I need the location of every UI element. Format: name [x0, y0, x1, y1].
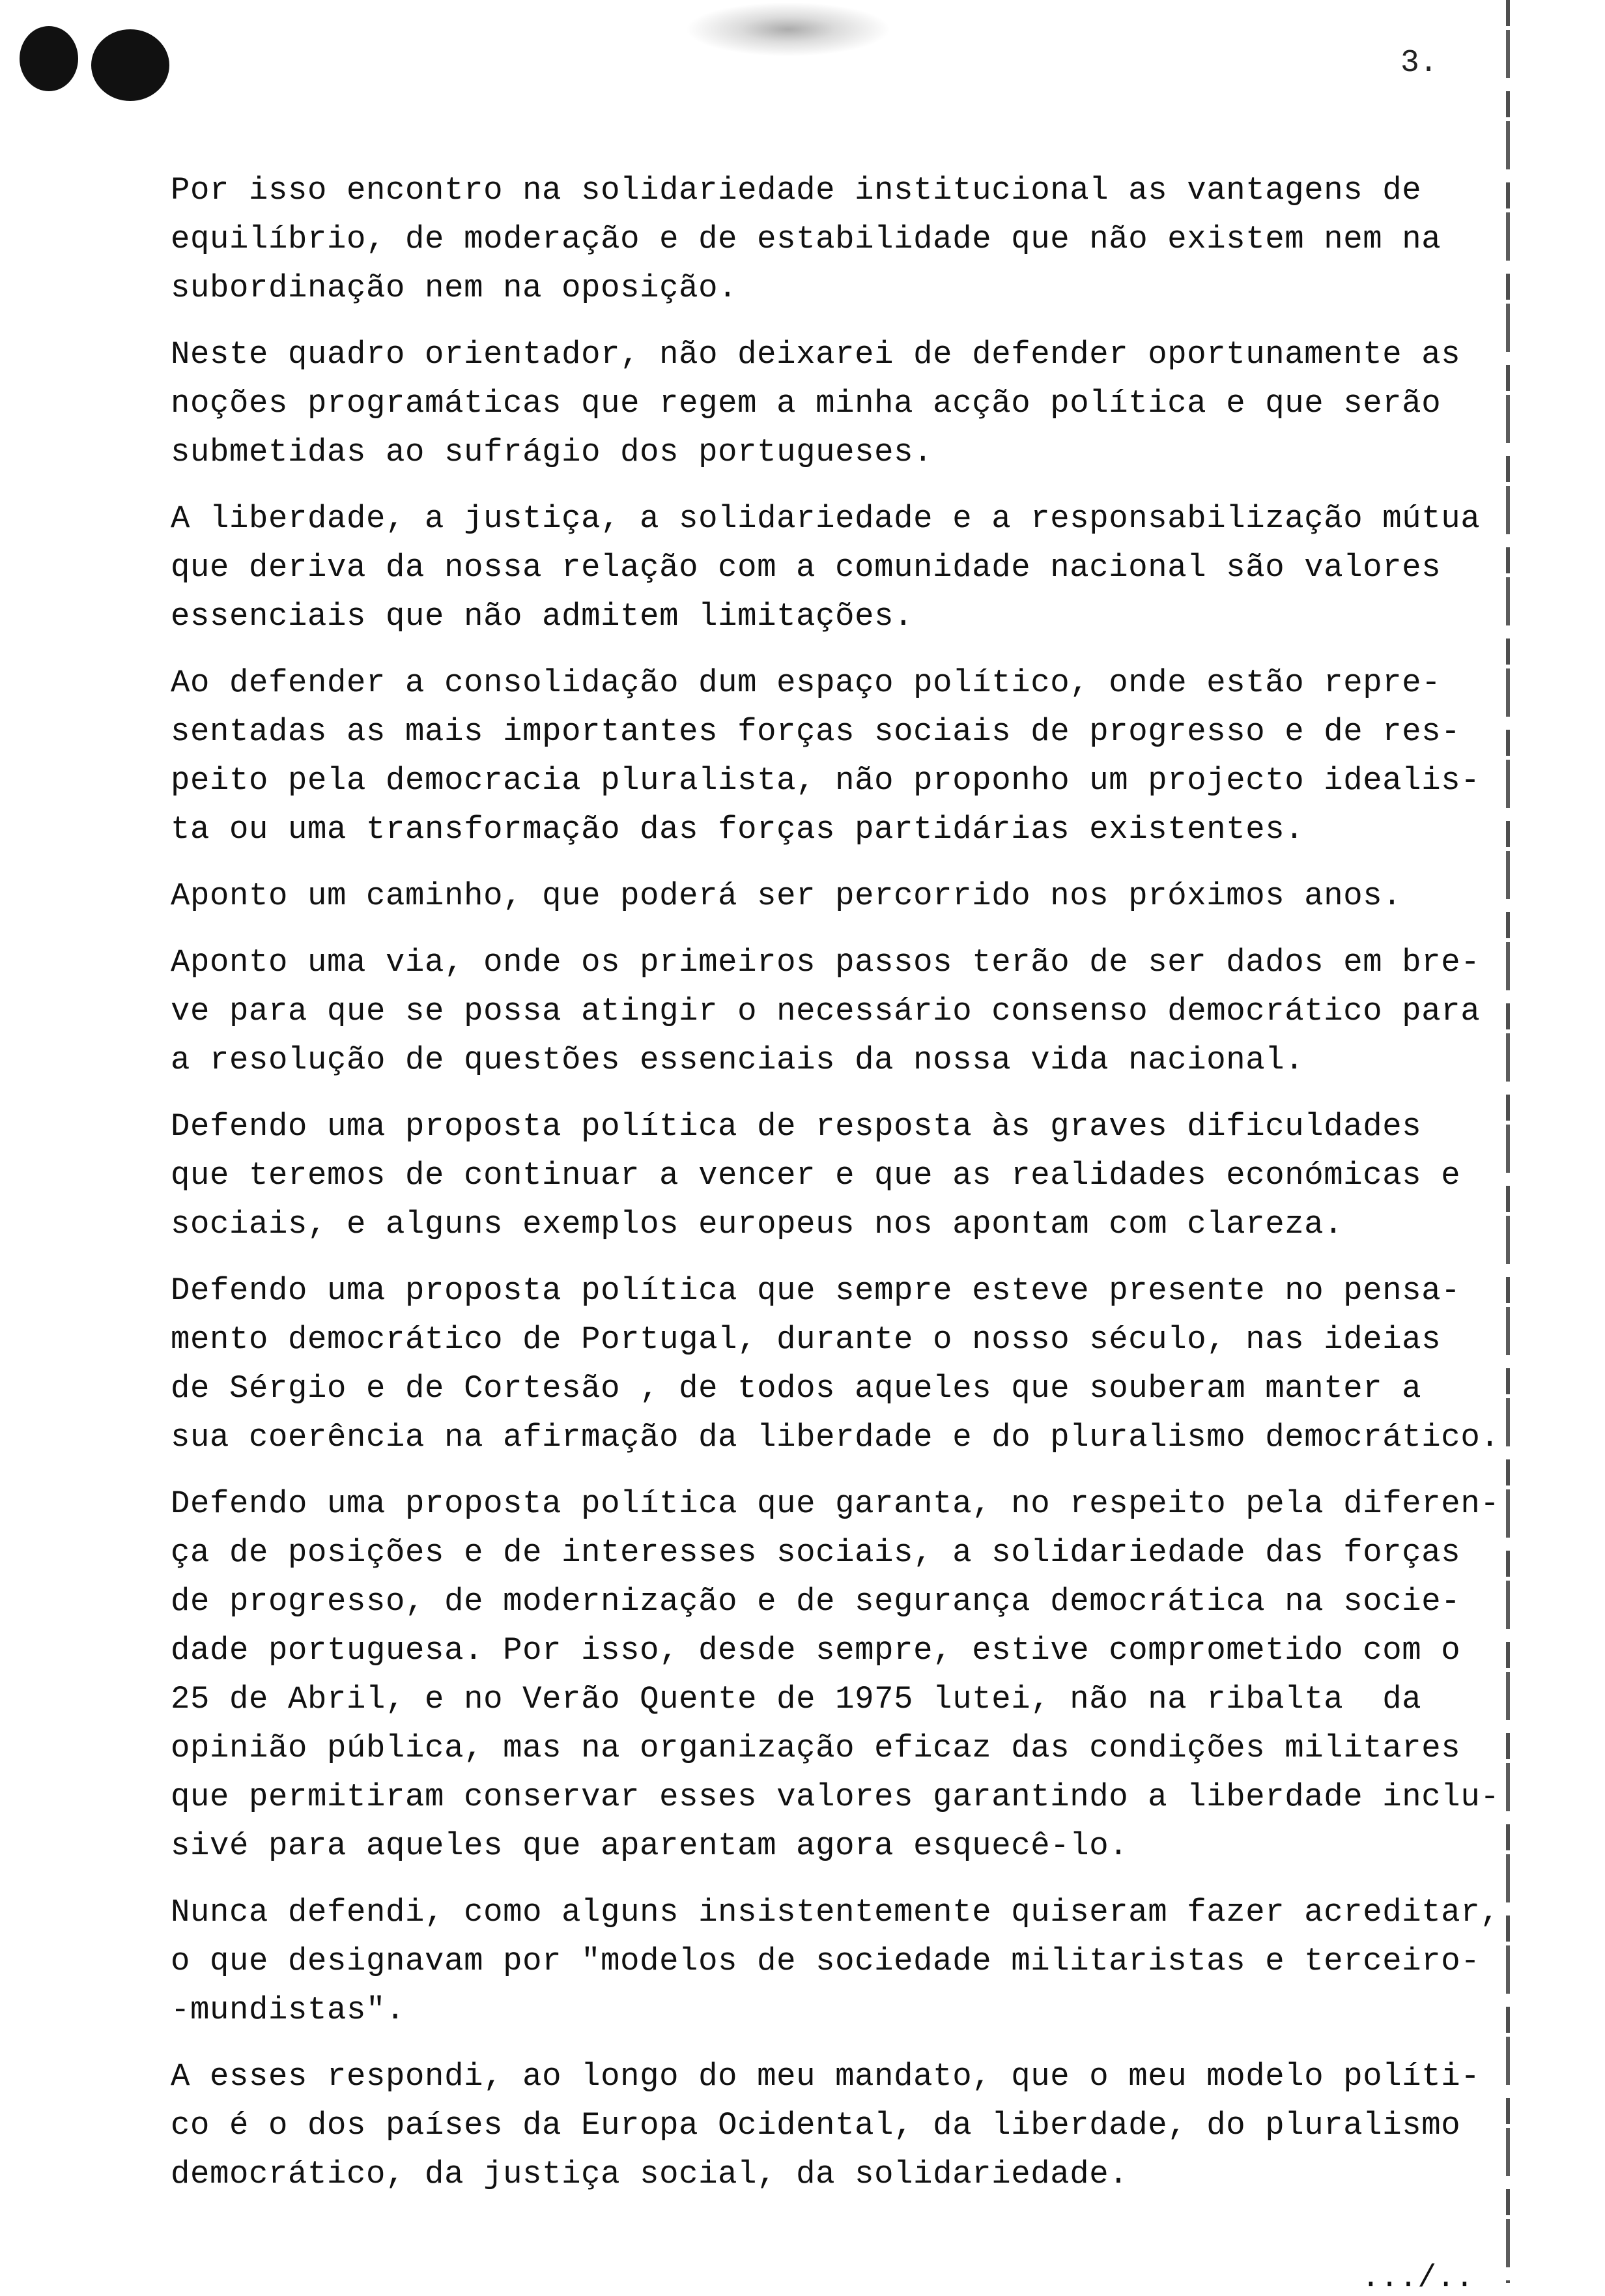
text-line: A liberdade, a justiça, a solidariedade e a responsabilização mútua [171, 500, 1481, 537]
text-line: o que designavam por "modelos de sociedade militaristas e terceiro- [171, 1943, 1481, 1979]
text-line: de Sérgio e de Cortesão , de todos aqueles que souberam manter a [171, 1370, 1422, 1407]
text-line: co é o dos países da Europa Ocidental, da liberdade, do pluralismo [171, 2107, 1461, 2144]
text-line: ve para que se possa atingir o necessário consenso democrático para [171, 993, 1481, 1029]
paragraph [171, 1480, 1526, 1871]
text-line: sua coerência na afirmação da liberdade e do pluralismo democrático. [171, 1419, 1500, 1456]
text-line: opinião pública, mas na organização eficaz das condições militares [171, 1730, 1461, 1766]
text-line: democrático, da justiça social, da solidariedade. [171, 2156, 1129, 2192]
text-line: Aponto um caminho, que poderá ser percorrido nos próximos anos. [171, 878, 1402, 914]
text-line: sivé para aqueles que aparentam agora esquecê-lo. [171, 1828, 1129, 1864]
page-number: 3. [1400, 46, 1438, 81]
text-line: submetidas ao sufrágio dos portugueses. [171, 434, 933, 470]
paragraph [171, 1888, 1526, 2035]
text-line: 25 de Abril, e no Verão Quente de 1975 lutei, não na ribalta da [171, 1681, 1422, 1717]
text-line: Defendo uma proposta política que garanta, no respeito pela diferen- [171, 1485, 1500, 1522]
text-line: ça de posições e de interesses sociais, a solidariedade das forças [171, 1534, 1461, 1571]
text-line: Defendo uma proposta política de resposta às graves dificuldades [171, 1108, 1422, 1145]
paragraph [171, 872, 1526, 921]
paragraph [171, 659, 1526, 854]
text-line: Ao defender a consolidação dum espaço político, onde estão repre- [171, 665, 1442, 701]
paragraph [171, 166, 1526, 313]
text-line: de progresso, de modernização e de segurança democrática na socie- [171, 1583, 1461, 1620]
text-line: Neste quadro orientador, não deixarei de defender oportunamente as [171, 336, 1461, 373]
ink-blot [91, 29, 169, 101]
scan-smudge [677, 0, 899, 59]
text-line: a resolução de questões essenciais da nossa vida nacional. [171, 1042, 1305, 1078]
text-line: mento democrático de Portugal, durante o nosso século, nas ideias [171, 1321, 1442, 1358]
text-line: noções programáticas que regem a minha acção política e que serão [171, 385, 1442, 422]
text-line: ta ou uma transformação das forças partidárias existentes. [171, 811, 1305, 848]
document-body [171, 166, 1526, 2217]
paragraph [171, 330, 1526, 477]
paragraph [171, 938, 1526, 1085]
paragraph [171, 495, 1526, 641]
text-line: que permitiram conservar esses valores garantindo a liberdade inclu- [171, 1779, 1500, 1815]
text-line: -mundistas". [171, 1992, 406, 2028]
ink-blot [20, 26, 78, 91]
text-line: Aponto uma via, onde os primeiros passos terão de ser dados em bre- [171, 944, 1481, 981]
paragraph [171, 1102, 1526, 1249]
text-line: que deriva da nossa relação com a comunidade nacional são valores [171, 549, 1442, 586]
text-line: essenciais que não admitem limitações. [171, 598, 914, 635]
text-line: A esses respondi, ao longo do meu mandato, que o meu modelo políti- [171, 2058, 1481, 2095]
paragraph [171, 2052, 1526, 2199]
text-line: equilíbrio, de moderação e de estabilidade que não existem nem na [171, 221, 1442, 257]
text-line: subordinação nem na oposição. [171, 270, 738, 306]
text-line: Por isso encontro na solidariedade institucional as vantagens de [171, 172, 1422, 208]
text-line: dade portuguesa. Por isso, desde sempre, estive comprometido com o [171, 1632, 1461, 1669]
text-line: que teremos de continuar a vencer e que as realidades económicas e [171, 1157, 1461, 1194]
text-line: peito pela democracia pluralista, não proponho um projecto idealis- [171, 762, 1481, 799]
paragraph [171, 1267, 1526, 1462]
text-line: Defendo uma proposta política que sempre esteve presente no pensa- [171, 1272, 1461, 1309]
text-line: sentadas as mais importantes forças sociais de progresso e de res- [171, 713, 1461, 750]
text-line: Nunca defendi, como alguns insistentemente quiseram fazer acreditar, [171, 1894, 1500, 1930]
continuation-mark: .../.. [1361, 2261, 1474, 2296]
text-line: sociais, e alguns exemplos europeus nos apontam com clareza. [171, 1206, 1344, 1242]
